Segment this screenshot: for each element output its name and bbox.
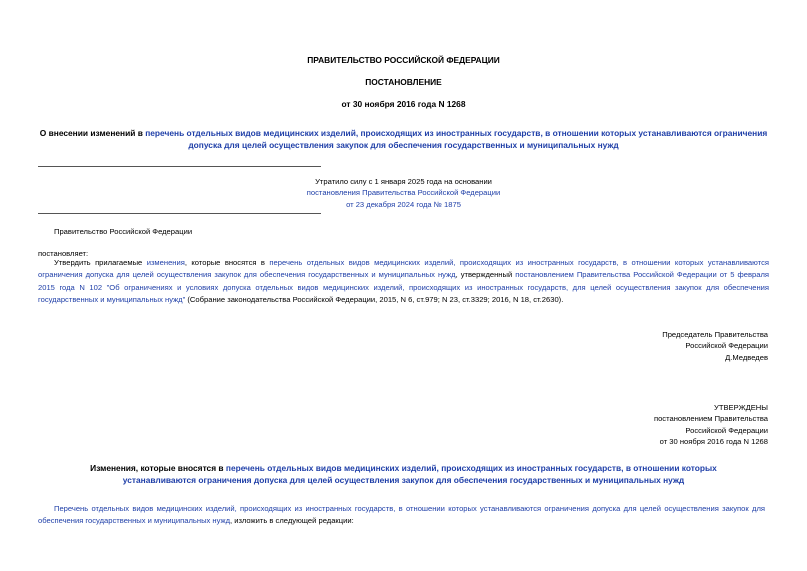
changes-link[interactable]: изменения	[146, 258, 185, 267]
divider-top	[38, 166, 321, 167]
signature-country: Российской Федерации	[685, 341, 768, 351]
decree-102-link[interactable]: постановлением Правительства Российской Федерации от 5 февраля 2015 года N 102 "Об ограничениях и условиях допуска отдельных видов медицинских изделий, происходящих из иностранных государств, для целей осуществления закупок для обеспечения государственных и муниципальных нужд"	[38, 270, 770, 305]
p1-text-c: , утвержденный	[455, 270, 516, 280]
approved-by: постановлением Правительства	[653, 414, 768, 424]
repeal-decree-link[interactable]: постановления Правительства Российской Федерации	[306, 188, 501, 198]
p1-text-a: Утвердить прилагаемые	[54, 258, 147, 267]
repeal-decree-date-link[interactable]: от 23 декабря 2024 года № 1875	[346, 199, 461, 209]
medical-list-link[interactable]: перечень отдельных видов медицинских изделий, происходящих из иностранных государств, в отношении которых устанавливаются ограничения допуска для целей осуществления закупок для обеспечения государственных и муниципальных нужд	[38, 258, 769, 280]
approved-date: от 30 ноября 2016 года N 1268	[659, 436, 768, 446]
p1-text-b: , которые вносятся в	[184, 258, 270, 267]
p1-text-d: (Собрание законодательства Российской Федерации, 2015, N 6, ст.979; N 23, ст.3329; 2016, N 18, ст.2630).	[185, 295, 564, 305]
changes-title-list-link[interactable]: перечень отдельных видов медицинских изделий, происходящих из иностранных государств, в отношении которых устанавливаются ограничения допуска для целей осуществления закупок для обеспечения государственных и муниципальных нужд	[122, 463, 717, 485]
final-paragraph	[38, 503, 765, 528]
final-list-link[interactable]: Перечень отдельных видов медицинских изделий, происходящих из иностранных государств, в отношении которых устанавливаются ограничения допуска для целей осуществления закупок для обеспечения государственных и муниципальных нужд	[38, 504, 765, 526]
signature-block	[662, 329, 768, 363]
signature-name: Д.Медведев	[725, 352, 768, 362]
divider-bottom	[38, 213, 321, 214]
changes-title-prefix: Изменения, которые вносятся в	[90, 463, 226, 473]
approved-country: Российской Федерации	[685, 425, 768, 435]
document-title	[38, 128, 769, 151]
signature-position: Председатель Правительства	[662, 330, 768, 339]
title-prefix: О внесении изменений в	[39, 128, 146, 138]
approved-block	[654, 402, 768, 447]
government-heading: ПРАВИТЕЛЬСТВО РОССИЙСКОЙ ФЕДЕРАЦИИ	[307, 55, 500, 65]
main-paragraph	[38, 257, 769, 307]
changes-title	[66, 463, 741, 486]
document-date-number: от 30 ноября 2016 года N 1268	[341, 99, 466, 109]
status-block	[200, 176, 607, 210]
title-list-link[interactable]: перечень отдельных видов медицинских изделий, происходящих из иностранных государств, в отношении которых устанавливаются ограничения допуска для целей осуществления закупок для обеспечения государственных и муниципальных нужд	[145, 128, 768, 150]
status-line: Утратило силу с 1 января 2025 года на основании	[315, 177, 492, 186]
decrees-text: постановляет:	[38, 249, 89, 258]
intro-text: Правительство Российской Федерации	[54, 227, 193, 236]
document-type-heading: ПОСТАНОВЛЕНИЕ	[365, 77, 442, 87]
approved-heading: УТВЕРЖДЕНЫ	[714, 403, 768, 412]
final-paragraph-tail: , изложить в следующей редакции:	[230, 516, 354, 526]
